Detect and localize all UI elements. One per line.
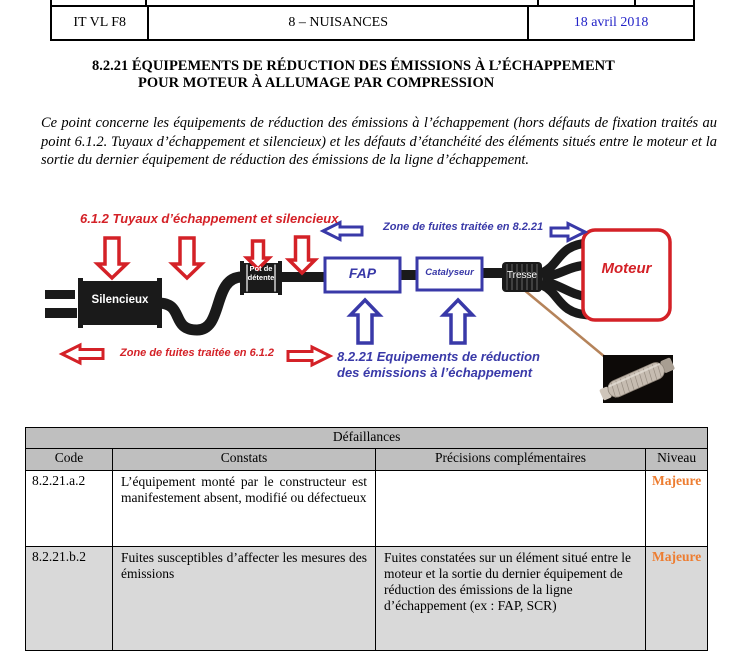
label-tuyaux-silencieux: 6.1.2 Tuyaux d’échappement et silencieux <box>80 211 339 226</box>
label-tresse: Tresse <box>506 270 538 281</box>
manifold-pipes <box>542 243 588 315</box>
red-down-arrow-icons <box>98 237 316 278</box>
section-heading-line1: 8.2.21 ÉQUIPEMENTS DE RÉDUCTION DES ÉMISSIONS À L’ÉCHAPPEMENT <box>92 58 615 74</box>
section-heading-line2: POUR MOTEUR À ALLUMAGE PAR COMPRESSION <box>138 75 495 91</box>
s-bend-pipe <box>158 277 242 330</box>
doc-code-cell: IT VL F8 <box>73 15 127 30</box>
defect-precisions <box>376 471 646 547</box>
defects-table <box>25 427 708 651</box>
defect-constats: Fuites susceptibles d’affecter les mesures des émissions <box>113 547 376 651</box>
label-zone-612: Zone de fuites traitée en 6.1.2 <box>120 347 275 359</box>
section-heading <box>92 58 702 92</box>
date-cell: 18 avril 2018 <box>527 7 693 39</box>
label-pot-detente: Pot de détente <box>247 264 275 282</box>
tresse-photo <box>598 355 676 403</box>
label-equipements-reduction-line1: 8.2.21 Equipements de réduction <box>337 349 540 364</box>
table-row <box>26 547 708 651</box>
blue-right-arrow-icon <box>551 224 585 241</box>
document-header-table <box>50 5 695 41</box>
defects-table-header-row <box>26 449 708 471</box>
label-fap: FAP <box>348 265 377 281</box>
label-catalyseur: Catalyseur <box>425 267 474 278</box>
defect-precisions: Fuites constatées sur un élément situé entre le moteur et la sortie du dernier équipement de réduction des émissions de la ligne d’échappement (ex : FAP, SCR) <box>376 547 646 651</box>
red-left-arrow-icon <box>62 345 103 363</box>
label-zone-8221: Zone de fuites traitée en 8.2.21 <box>383 221 544 233</box>
red-right-arrow-icon <box>288 347 330 365</box>
exhaust-diagram <box>0 205 729 405</box>
defects-table-title-row <box>26 428 708 449</box>
defect-constats: L’équipement monté par le constructeur est manifestement absent, modifié ou défectueux <box>113 471 376 547</box>
col-header-niveau: Niveau <box>646 449 708 471</box>
defect-code: 8.2.21.b.2 <box>26 547 113 651</box>
defect-niveau: Majeure <box>646 471 708 547</box>
blue-up-arrow-icons <box>351 300 473 343</box>
intro-paragraph: Ce point concerne les équipements de réduction des émissions à l’échappement (hors défauts de fixation traités au point 6.1.2. Tuyaux d’échappement et silencieux) et les défauts d’étanchéité des éléments situés entre le moteur et la sortie du dernier équipement de réduction des émissions de la ligne d’échappement. <box>41 115 717 169</box>
defect-niveau: Majeure <box>646 547 708 651</box>
table-row <box>26 471 708 547</box>
label-silencieux: Silencieux <box>91 294 149 306</box>
label-equipements-reduction-line2: des émissions à l’échappement <box>337 365 533 380</box>
section-title-cell: 8 – NUISANCES <box>147 7 527 39</box>
label-moteur: Moteur <box>601 260 652 277</box>
col-header-precisions: Précisions complémentaires <box>376 449 646 471</box>
col-header-code: Code <box>26 449 113 471</box>
defect-code: 8.2.21.a.2 <box>26 471 113 547</box>
defects-table-title: Défaillances <box>26 428 708 449</box>
col-header-constats: Constats <box>113 449 376 471</box>
